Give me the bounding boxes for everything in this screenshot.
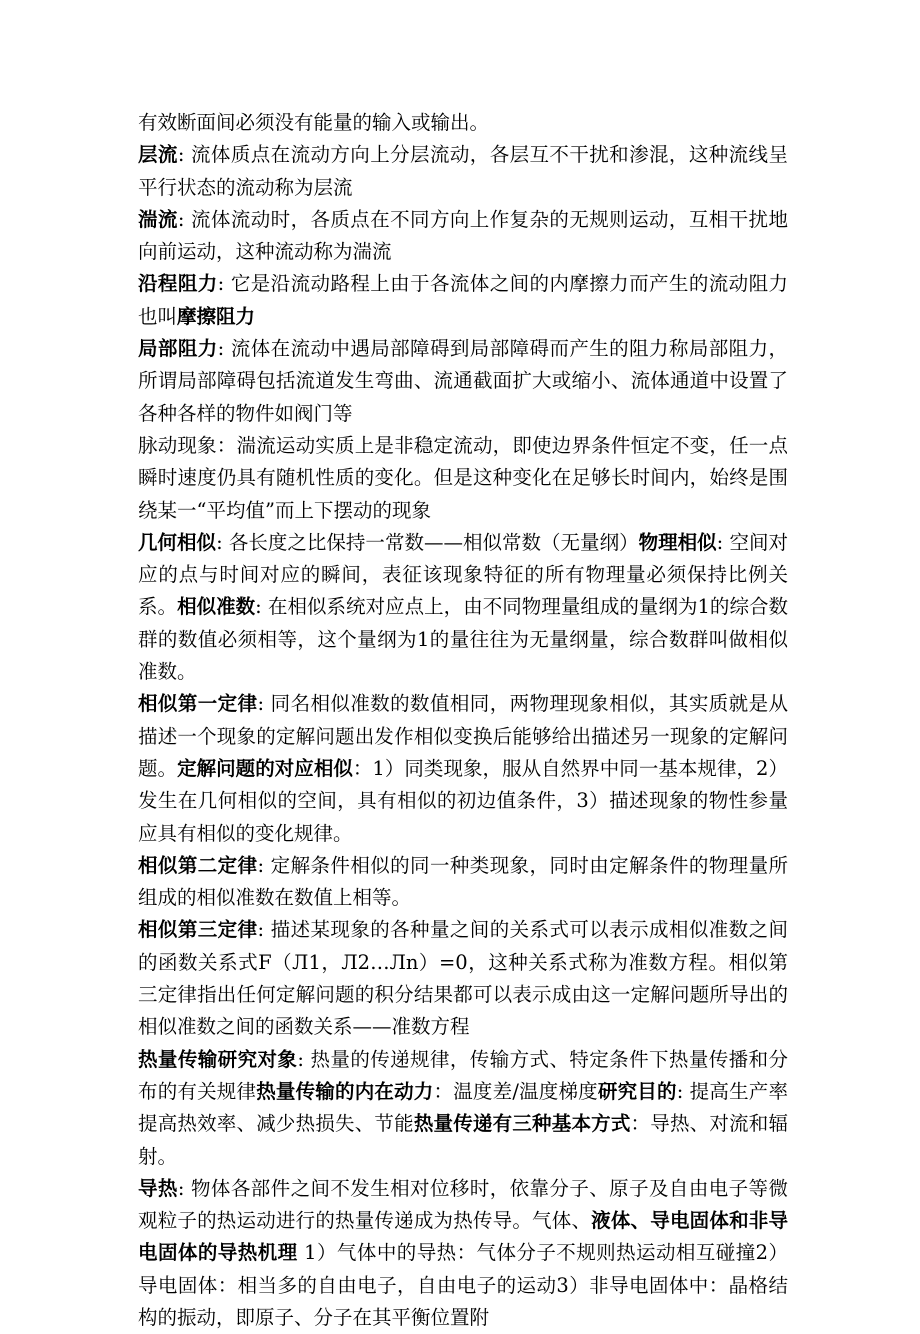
term-geometric-similarity: 几何相似 (138, 530, 217, 554)
definition-corresponding-similarity: ：1）同类现象，服从自然界中同一基本规律，2）发生在几何相似的空间，具有相似的初边值条件，3）描述现象的物性参量应具有相似的变化规律。 (138, 756, 788, 845)
definition-conduction: : 物体各部件之间不发生相对位移时，依靠分子、原子及自由电子等微观粒子的热运动进行的热量传递成为热传导。气体、 (138, 1176, 788, 1233)
paragraph-similarity (138, 527, 788, 688)
term-research-purpose: 研究目的 (597, 1079, 677, 1103)
definition-similarity-criterion: : 在相似系统对应点上，由不同物理量组成的量纲为1的综合数群的数值必须相等，这个量纲为1的量往往为无量纲量，综合数群叫做相似准数。 (138, 595, 788, 684)
intro-text: 有效断面间必须没有能量的输入或输出。 (138, 111, 490, 134)
term-heat-transfer-modes: 热量传递有三种基本方式 (413, 1112, 631, 1136)
paragraph-turbulent-flow (138, 204, 788, 269)
term-physical-similarity: 物理相似 (638, 530, 717, 554)
term-first-similarity-law: 相似第一定律 (138, 692, 258, 716)
term-friction-resistance-alt: 摩擦阻力 (177, 304, 256, 328)
term-conduction: 导热 (138, 1176, 178, 1200)
definition-geometric-similarity: : 各长度之比保持一常数——相似常数（无量纲） (216, 530, 639, 554)
paragraph-third-law (138, 914, 788, 1043)
definition-research-purpose: : 提高生产率提高热效率、减少热损失、节能 (138, 1079, 788, 1136)
paragraph-laminar-flow (138, 139, 788, 204)
term-laminar-flow: 层流 (138, 143, 178, 167)
paragraph-first-law (138, 688, 788, 849)
term-second-similarity-law: 相似第二定律 (138, 853, 258, 877)
definition-heat-transfer-modes: ：导热、对流和辐射。 (138, 1112, 788, 1168)
document-page (138, 107, 788, 1334)
term-corresponding-similarity: 定解问题的对应相似 (177, 756, 353, 780)
paragraph-friction-resistance (138, 268, 788, 333)
term-similarity-criterion: 相似准数 (177, 595, 256, 619)
paragraph-heat-transfer (138, 1044, 788, 1173)
definition-heat-transfer-object: : 热量的传递规律，传输方式、特定条件下热量传播和分布的有关规律 (138, 1047, 788, 1103)
definition-friction-resistance: : 它是沿流动路程上由于各流体之间的内摩擦力而产生的流动阻力也叫 (138, 272, 788, 328)
term-turbulent-flow: 湍流 (138, 207, 178, 231)
term-friction-resistance: 沿程阻力 (138, 272, 218, 296)
definition-third-similarity-law: : 描述某现象的各种量之间的关系式可以表示成相似准数之间的函数关系式F（Л1，Л2…Лn）=0，这种关系式称为准数方程。相似第三定律指出任何定解问题的积分结果都可以表示成由这一定解问题所导出的相似准数之间的函数关系——准数方程 (138, 918, 788, 1039)
term-conduction-mechanism: 液体、导电固体和非导电固体的导热机理 (138, 1209, 788, 1265)
definition-turbulent-flow: : 流体流动时，各质点在不同方向上作复杂的无规则运动，互相干扰地向前运动，这种流动称为湍流 (138, 207, 788, 264)
term-local-resistance: 局部阻力 (138, 337, 218, 361)
definition-laminar-flow: : 流体质点在流动方向上分层流动，各层互不干扰和渗混，这种流线呈平行状态的流动称为层流 (138, 143, 788, 199)
paragraph-pulsation (138, 430, 788, 527)
term-heat-transfer-object: 热量传输研究对象 (138, 1047, 298, 1071)
definition-physical-similarity: : 空间对应的点与时间对应的瞬间，表征该现象特征的所有物理量必须保持比例关系。 (138, 530, 788, 619)
term-third-similarity-law: 相似第三定律 (138, 918, 258, 942)
definition-second-similarity-law: : 定解条件相似的同一种类现象，同时由定解条件的物理量所组成的相似准数在数值上相等。 (138, 853, 788, 910)
definition-local-resistance: : 流体在流动中遇局部障碍到局部障碍而产生的阻力称局部阻力，所谓局部障碍包括流道发生弯曲、流通截面扩大或缩小、流体通道中设置了各种各样的物件如阀门等 (138, 337, 788, 425)
definition-conduction-mechanism: 1）气体中的导热：气体分子不规则热运动相互碰撞2）导电固体：相当多的自由电子，自由电子的运动3）非导电固体中：晶格结构的振动，即原子、分子在其平衡位置附 (138, 1241, 788, 1329)
paragraph-intro (138, 107, 788, 139)
paragraph-conduction (138, 1173, 788, 1334)
paragraph-local-resistance (138, 333, 788, 430)
definition-first-similarity-law: : 同名相似准数的数值相同，两物理现象相似，其实质就是从描述一个现象的定解问题出发作相似变换后能够给出描述另一现象的定解问题。 (138, 692, 788, 780)
paragraph-second-law (138, 850, 788, 915)
pulsation-text: 脉动现象：湍流运动实质上是非稳定流动，即使边界条件恒定不变，任一点瞬时速度仍具有随机性质的变化。但是这种变化在足够长时间内，始终是围绕某一“平均值”而上下摆动的现象 (138, 433, 788, 522)
term-heat-transfer-driving-force: 热量传输的内在动力 (256, 1079, 434, 1103)
definition-heat-transfer-driving-force: ：温度差/温度梯度 (433, 1079, 598, 1103)
